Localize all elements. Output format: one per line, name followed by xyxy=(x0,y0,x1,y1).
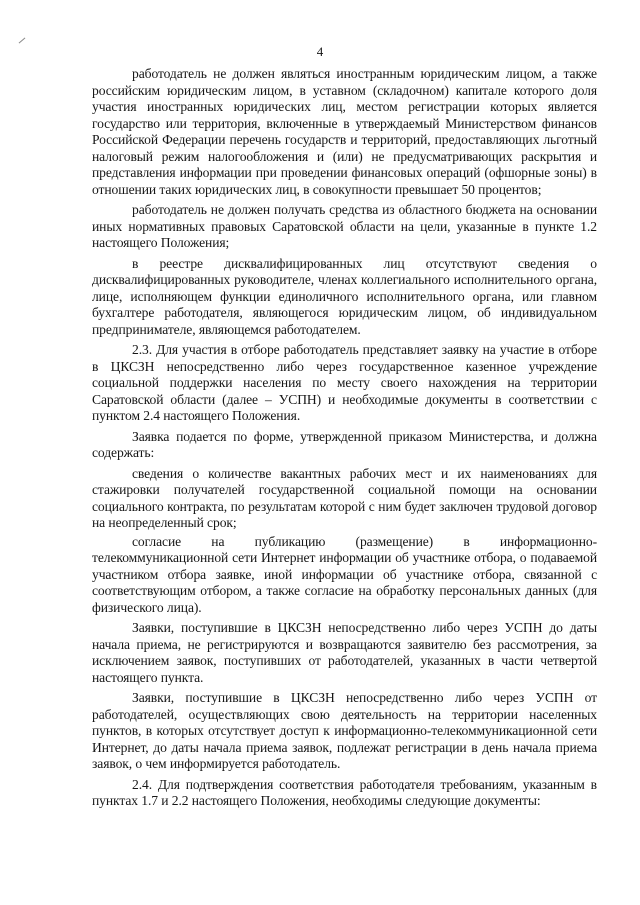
paragraph-vacancies-info: сведения о количестве вакантных рабочих мест и их наименованиях для стажировки получателей государственной социальной помощи на основании социального контракта, по результатам которой с ним будет заключен трудовой договор на неопределенный срок; xyxy=(92,465,597,530)
paragraph-application-form: Заявка подается по форме, утвержденной приказом Министерства, и должна содержать: xyxy=(92,428,597,460)
paragraph-disqualified-registry: в реестре дисквалифицированных лиц отсутствуют сведения о дисквалифицированных руководителе, членах коллегиального исполнительного органа, лице, исполняющем функции единоличного исполнительного органа, или главном бухгалтере работодателя, являющегося юридическим лицом, об индивидуальном предпринимателе, являющемся работодателем. xyxy=(92,255,597,337)
paragraph-early-applications: Заявки, поступившие в ЦКСЗН непосредственно либо через УСПН до даты начала приема, не регистрируются и возвращаются заявителю без рассмотрения, за исключением заявок, поступивших от работодателей, указанных в части четвертой настоящего пункта. xyxy=(92,620,597,685)
document-body xyxy=(92,66,597,814)
paragraph-foreign-legal-entity: работодатель не должен являться иностранным юридическим лицом, а также российским юридическим лицом, в уставном (складочном) капитале которого доля участия иностранных юридических лиц, местом регистрации которых является государство или территория, включенные в утверждаемый Министерством финансов Российской Федерации перечень государств и территорий, предоставляющих льготный налоговый режим налогообложения и (или) не предусматривающих раскрытия и представления информации при проведении финансовых операций (офшорные зоны) в отношении таких юридических лиц, в совокупности превышает 50 процентов; xyxy=(92,66,597,197)
page-number: 4 xyxy=(316,44,324,59)
paragraph-no-internet-applications: Заявки, поступившие в ЦКСЗН непосредственно либо через УСПН от работодателей, осуществляющих свою деятельность на территории населенных пунктов, в которых отсутствует доступ к информационно-телекоммуникационной сети Интернет, до даты начала приема заявок, подлежат регистрации в день начала приема заявок, о чем информируется работодатель. xyxy=(92,690,597,771)
paragraph-2-4-documents: 2.4. Для подтверждения соответствия работодателя требованиям, указанным в пунктах 1.7 и 2.2 настоящего Положения, необходимы следующие документы: xyxy=(92,776,597,808)
paragraph-consent-publication: согласие на публикацию (размещение) в информационно-телекоммуникационной сети Интернет информации об участнике отбора, о подаваемой участником отбора заявке, иной информации об участнике отбора, связанной с соответствующим отбором, а также согласие на обработку персональных данных (для физического лица). xyxy=(92,533,597,615)
paragraph-budget-funds: работодатель не должен получать средства из областного бюджета на основании иных нормативных правовых Саратовской области на цели, указанные в пункте 1.2 настоящего Положения; xyxy=(92,202,597,250)
scan-artifact-mark xyxy=(19,38,26,44)
paragraph-2-3-application: 2.3. Для участия в отборе работодатель представляет заявку на участие в отборе в ЦКСЗН непосредственно либо через государственное казенное учреждение социальной поддержки населения по месту своего нахождения на территории Саратовской области (далее – УСПН) и необходимые документы в соответствии с пунктом 2.4 настоящего Положения. xyxy=(92,342,597,423)
